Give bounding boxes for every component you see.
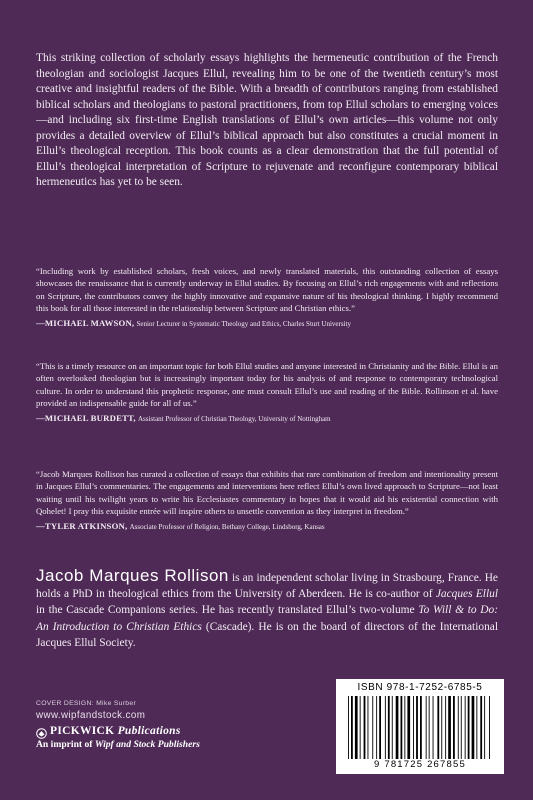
barcode-digits: 9 781725 267855 [336,759,504,770]
endorser-name: —TYLER ATKINSON, [36,520,128,531]
barcode-bar [401,696,403,762]
barcode-bar [489,696,490,762]
barcode-bar [388,696,390,762]
barcode-bars [346,696,494,762]
barcode-bar [441,696,442,762]
barcode-bar [465,696,466,762]
barcode-bar [472,696,475,762]
barcode-bar [360,696,361,762]
barcode-bar [355,696,358,762]
barcode-bar [404,696,405,762]
endorser-role: Senior Lecturer in Systematic Theology and Ethics, Charles Sturt University [136,319,351,328]
barcode-bar [420,696,422,762]
endorsement-attribution [36,317,498,330]
barcode-bar [458,696,459,762]
pickwick-logo-icon [36,726,47,737]
endorsement-3 [36,468,498,533]
imprint-name: Wipf and Stock Publishers [94,739,200,750]
cover-design-credit: COVER DESIGN: Mike Surber [36,700,137,707]
barcode-bar [351,696,353,762]
endorsement-text: “Jacob Marques Rollison has curated a collection of essays that exhibits that rare combination of freedom and intentionality present in Jacques Ellul’s commentaries. The engagements and interventions here reflect Ellul’s own lived approach to Scripture—not least waiting until his twilight years to write his Ecclesiastes commentary in hopes that it would aid his existential connection with Qohelet! I pray this exquisite entrée will inspire others to unsettle convention as they interpret in freedom.” [36,469,498,517]
book-title: Jacques Ellul [435,588,498,601]
imprint-prefix: An imprint of [36,739,95,750]
barcode-bar [416,696,418,762]
endorsement-text: “This is a timely resource on an important topic for both Ellul studies and anyone interested in Christianity and the Bible. Ellul is an often overlooked theologian but is increasingly important today for his analysis of and response to contemporary technological culture. In order to understand this prophetic response, one must consult Ellul’s use and reading of the Bible. Rollinson et al. have provided an indispensable guide for all of us.” [36,361,498,409]
author-bio-text: in the Cascade Companions series. He has recently translated Ellul’s two-volume [36,604,419,617]
book-title: To Will & to Do: An Introduction to Christian Ethics [36,604,498,633]
barcode-bar [392,696,393,762]
endorser-role: Assistant Professor of Christian Theology, University of Nottingham [137,414,331,423]
barcode-bar [484,696,485,762]
barcode-bar [385,696,386,762]
barcode-bar [348,696,349,762]
barcode-bar [364,696,366,762]
barcode-bar [468,696,470,762]
publisher-credits [36,700,276,750]
barcode-bar [379,696,381,762]
barcode-bar [453,696,455,762]
barcode-bar [396,696,399,762]
author-bio-text: is an independent scholar living in Strasbourg, France. He holds a PhD in theological ethics from the University of Aberdeen. He is co-author of [36,572,498,601]
endorsement-attribution [36,412,498,425]
imprint-line [36,739,276,750]
barcode-bar [448,696,451,762]
author-bio [36,568,498,651]
author-name: Jacob Marques Rollison [36,566,229,585]
barcode-bar [407,696,410,762]
endorsement-2 [36,360,498,425]
barcode-bar [445,696,446,762]
barcode-bar [376,696,377,762]
publisher-url: www.wipfandstock.com [36,710,146,721]
endorsement-1 [36,265,498,330]
endorser-name: —MICHAEL BURDETT, [36,412,136,423]
isbn-barcode [336,679,504,774]
barcode-bar [437,696,439,762]
endorsement-attribution [36,520,498,533]
book-blurb: This striking collection of scholarly essays highlights the hermeneutic contribution of the French theologian and sociologist Jacques Ellul, revealing him to be one of the twentieth century’s most creative and insightful readers of the Bible. With a breadth of contributors ranging from established biblical scholars and theologians to pastoral practitioners, from top Ellul scholars to emerging voices—and including six first-time English translations of Ellul’s own articles—this volume not only provides a detailed overview of Ellul’s biblical approach but also constitutes a crucial moment in Ellul’s theological reception. This book counts as a clear demonstration that the full potential of Ellul’s theological interpretation of Scripture to rejuvenate and reconfigure contemporary biblical hermeneutics has yet to be seen. [36,52,498,188]
isbn-label: ISBN 978-1-7252-6785-5 [357,682,483,693]
endorser-role: Associate Professor of Religion, Bethany College, Lindsborg, Kansas [129,522,325,531]
publisher-logo [36,725,276,737]
publisher-name-caps: PICKWICK [50,725,115,737]
author-bio-text: (Cascade). He is on the board of directors of the International Jacques Ellul Society. [36,620,498,649]
endorsement-text: “Including work by established scholars, fresh voices, and newly translated materials, this outstanding collection of essays showcases the renaissance that is currently underway in Ellul studies. By focusing on Ellul’s rich engagements with and reflections on Scripture, the contributors convey the highly innovative and expansive nature of his theological thinking. I highly recommend this book for all those interested in the relationship between Scripture and Christian ethics.” [36,266,498,314]
barcode-bar [368,696,369,762]
endorser-name: —MICHAEL MAWSON, [36,317,135,328]
barcode-bar [461,696,462,762]
barcode-bar [429,696,430,762]
barcode-bar [433,696,434,762]
publisher-name-italic: Publications [117,725,181,737]
barcode-bar [426,696,427,762]
barcode-bar [476,696,477,762]
publisher-name [50,725,181,737]
barcode-bar [480,696,482,762]
barcode-bar [413,696,414,762]
barcode-bar [372,696,373,762]
